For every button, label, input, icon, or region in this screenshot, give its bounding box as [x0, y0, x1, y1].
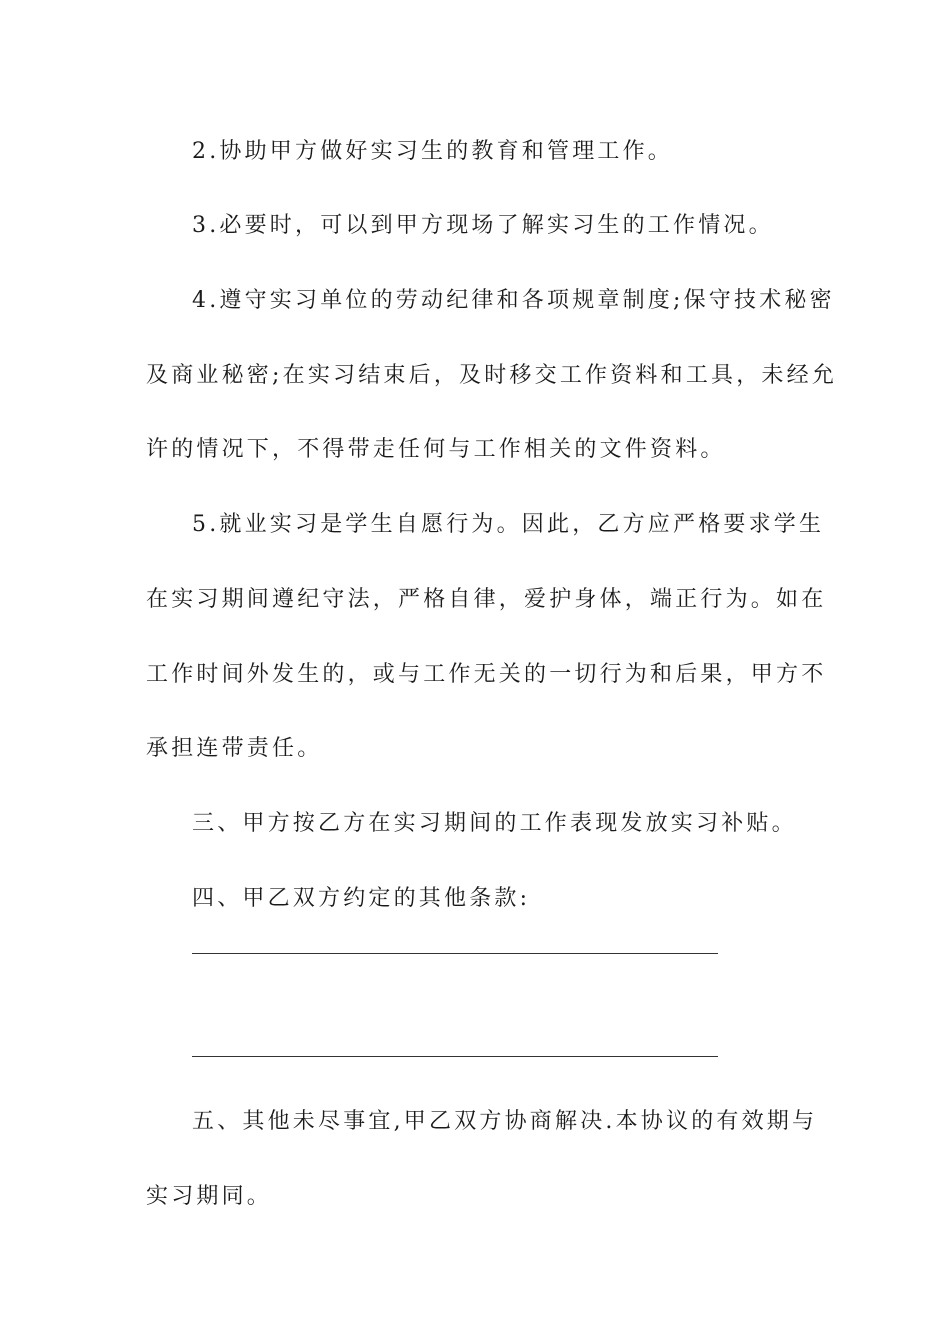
section-5-line-2: 实习期同。	[146, 1184, 273, 1209]
clause-2-line: 2.协助甲方做好实习生的教育和管理工作。	[192, 139, 673, 164]
section-3-line: 三、甲方按乙方在实习期间的工作表现发放实习补贴。	[192, 811, 797, 836]
clause-4-line-2: 及商业秘密;在实习结束后，及时移交工作资料和工具，未经允	[146, 363, 838, 388]
clause-5-line-4: 承担连带责任。	[146, 736, 323, 761]
blank-fill-line-2	[192, 1056, 718, 1057]
section-5-line-1: 五、其他未尽事宜,甲乙双方协商解决.本协议的有效期与	[192, 1109, 818, 1134]
clause-3-line: 3.必要时，可以到甲方现场了解实习生的工作情况。	[192, 213, 774, 238]
clause-5-line-3: 工作时间外发生的，或与工作无关的一切行为和后果，甲方不	[146, 662, 827, 687]
section-4-line: 四、甲乙双方约定的其他条款:	[192, 886, 531, 911]
clause-4-line-1: 4.遵守实习单位的劳动纪律和各项规章制度;保守技术秘密	[192, 288, 835, 313]
clause-5-line-2: 在实习期间遵纪守法，严格自律，爱护身体，端正行为。如在	[146, 587, 827, 612]
blank-fill-line-1	[192, 953, 718, 954]
clause-4-line-3: 许的情况下，不得带走任何与工作相关的文件资料。	[146, 437, 726, 462]
clause-5-line-1: 5.就业实习是学生自愿行为。因此，乙方应严格要求学生	[192, 512, 825, 537]
